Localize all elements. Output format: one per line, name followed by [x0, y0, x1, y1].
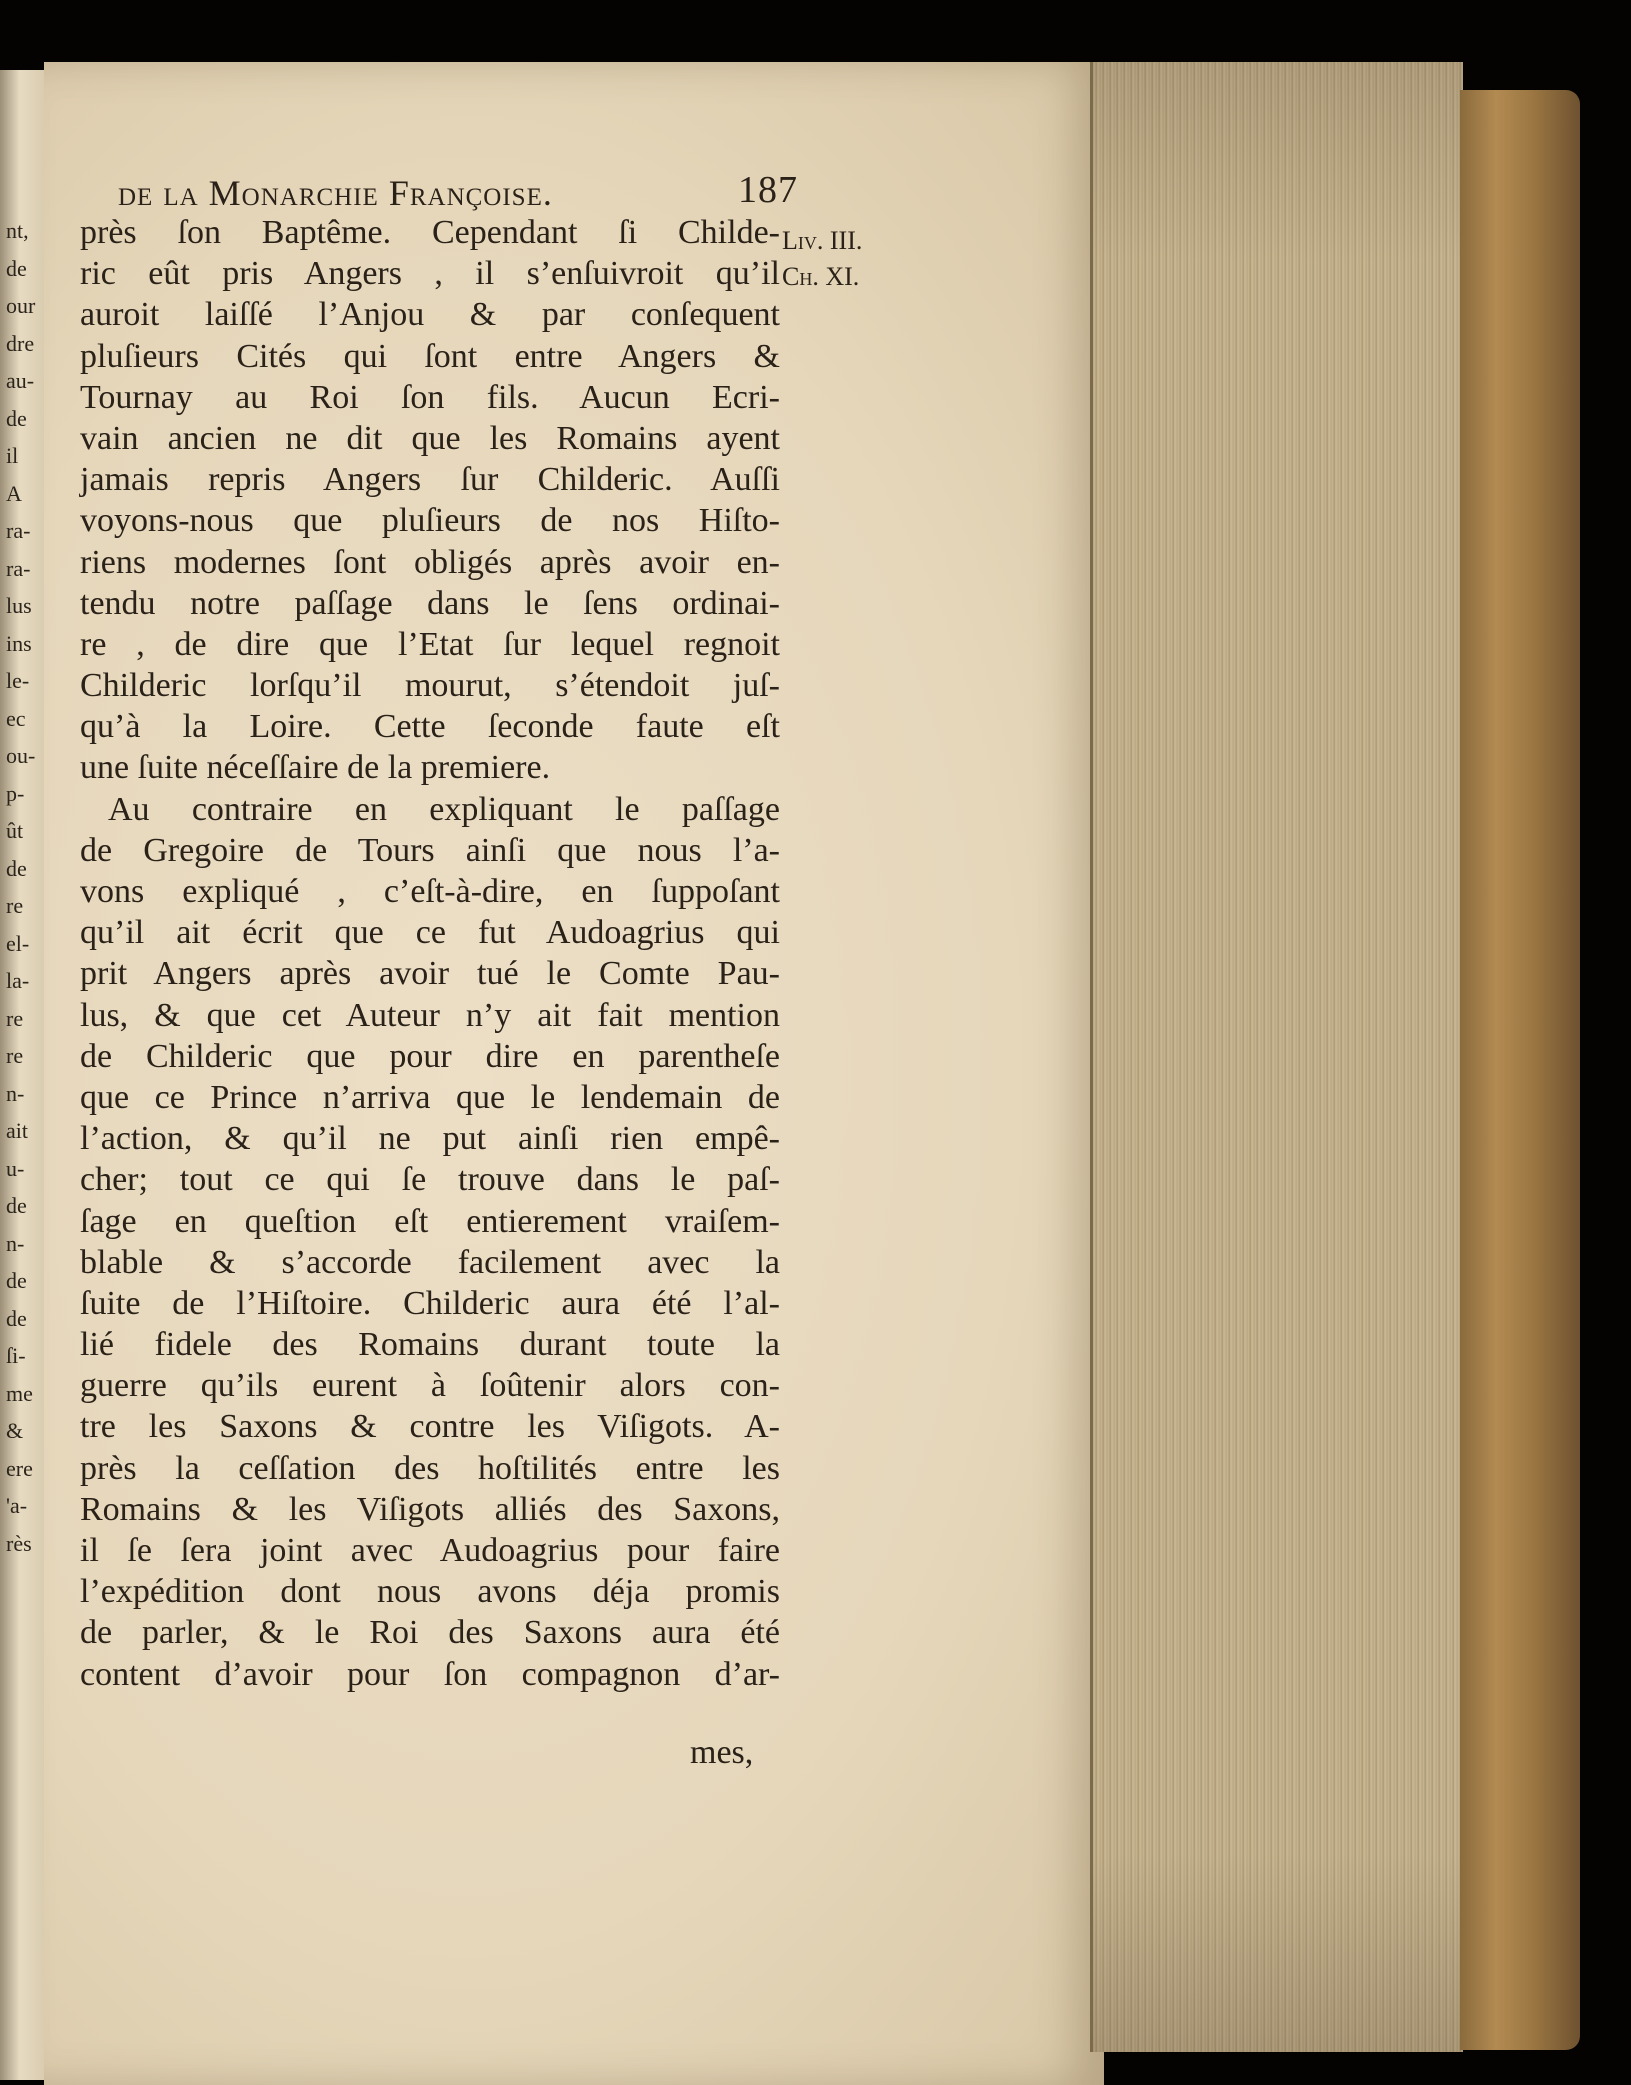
running-title: de la Monarchie Françoise. — [118, 173, 553, 213]
text-line: tendu notre paſſage dans le ſens ordinai- — [80, 584, 780, 622]
left-page-fragment: re — [6, 893, 24, 918]
text-line: vons expliqué , c’eſt-à-dire, en ſuppoſant — [80, 873, 780, 910]
text-line: une ſuite néceſſaire de la premiere. — [80, 749, 551, 787]
left-page-fragment: rès — [6, 1530, 32, 1556]
text-line: Romains & les Viſigots alliés des Saxons, — [80, 1490, 780, 1528]
text-line: il ſe ſera joint avec Audoagrius pour faire — [80, 1532, 780, 1569]
text-line: re , de dire que l’Etat ſur lequel regnoit — [80, 625, 780, 663]
text-line: que ce Prince n’arriva que le lendemain de — [80, 1078, 780, 1116]
left-page-fragment: u- — [6, 1155, 25, 1181]
text-line: ſage en queſtion eſt entierement vraiſem- — [80, 1202, 780, 1240]
page-edges — [1090, 62, 1463, 2052]
left-page-fragment: A — [6, 480, 22, 506]
left-page-fragment: n- — [6, 1230, 25, 1256]
left-page-fragment: ins — [6, 630, 32, 656]
body-text — [80, 212, 780, 1695]
left-page-fragment: ra- — [6, 518, 31, 543]
text-line: l’expédition dont nous avons déja promis — [80, 1573, 780, 1611]
text-line: lus, & que cet Auteur n’y ait fait mention — [80, 996, 780, 1034]
left-page-fragment: 'a- — [6, 1493, 28, 1518]
left-page-fragment: au- — [6, 368, 35, 393]
left-page-fragment: nt, — [6, 218, 29, 243]
sidenote-book: Liv. III. — [782, 226, 863, 255]
left-page-fragment: de — [6, 405, 27, 431]
left-page-fragment: me — [6, 1380, 33, 1406]
left-page-fragment: & — [6, 1418, 24, 1443]
left-page-fragment: de — [6, 1268, 27, 1293]
catchword: mes, — [690, 1734, 754, 1771]
sidenote-chapter: Ch. XI. — [782, 262, 860, 291]
text-line: Tournay au Roi ſon fils. Aucun Ecri- — [80, 378, 780, 416]
text-line: tre les Saxons & contre les Viſigots. A- — [80, 1408, 780, 1446]
leather-binding — [1460, 90, 1580, 2050]
left-page-fragment: de — [6, 255, 27, 281]
left-page-fragment: ût — [6, 818, 24, 843]
left-page-fragment: de — [6, 1193, 27, 1218]
text-line: lié fidele des Romains durant toute la — [80, 1326, 780, 1364]
text-line: qu’à la Loire. Cette ſeconde faute eſt — [80, 708, 780, 746]
text-line: ric eût pris Angers , il s’enſuivroit qu’il — [80, 255, 780, 293]
text-line: jamais repris Angers ſur Childeric. Auſſi — [80, 461, 780, 499]
text-line: prit Angers après avoir tué le Comte Pau- — [80, 955, 780, 993]
left-page-fragment: el- — [6, 930, 30, 956]
text-line: ſuite de l’Hiſtoire. Childeric aura été l’al- — [80, 1284, 780, 1322]
text-line: Au contraire en expliquant le paſſage — [108, 790, 780, 828]
text-line: guerre qu’ils eurent à ſoûtenir alors con- — [80, 1367, 780, 1405]
left-page-fragment: il — [6, 443, 19, 468]
text-line: cher; tout ce qui ſe trouve dans le paſ- — [80, 1161, 780, 1199]
left-page-fragment: ait — [6, 1118, 28, 1143]
text-line: content d’avoir pour ſon compagnon d’ar- — [80, 1655, 780, 1693]
text-line: l’action, & qu’il ne put ainſi rien empê- — [80, 1120, 780, 1158]
left-page-fragment: our — [6, 293, 36, 318]
left-page-fragment: de — [6, 1305, 27, 1331]
left-page-fragment: de — [6, 855, 27, 881]
left-page-fragment: ere — [6, 1455, 33, 1481]
text-line: de parler, & le Roi des Saxons aura été — [80, 1614, 780, 1652]
left-page-fragment: ou- — [6, 743, 36, 768]
text-line: pluſieurs Cités qui ſont entre Angers & — [80, 337, 780, 375]
left-page-fragment: re — [6, 1043, 24, 1068]
text-line: près ſon Baptême. Cependant ſi Childe- — [80, 214, 780, 251]
text-line: riens modernes ſont obligés après avoir en- — [80, 543, 780, 581]
running-header — [118, 169, 798, 214]
text-line: blable & s’accorde facilement avec la — [80, 1243, 780, 1281]
left-page-fragment: p- — [6, 780, 25, 806]
text-line: qu’il ait écrit que ce fut Audoagrius qui — [80, 914, 780, 952]
text-line: auroit laiſſé l’Anjou & par conſequent — [80, 296, 780, 334]
left-page-fragment: ſi- — [6, 1343, 26, 1368]
page-number: 187 — [738, 169, 798, 211]
text-line: près la ceſſation des hoſtilités entre les — [80, 1449, 780, 1487]
text-line: de Childeric que pour dire en parentheſe — [80, 1037, 780, 1075]
left-page-fragment: la- — [6, 968, 30, 993]
text-line: vain ancien ne dit que les Romains ayent — [80, 419, 780, 457]
left-page-fragment: n- — [6, 1080, 25, 1106]
text-line: Childeric lorſqu’il mourut, s’étendoit juſ- — [80, 667, 780, 705]
text-line: de Gregoire de Tours ainſi que nous l’a- — [80, 831, 780, 869]
text-line: voyons-nous que pluſieurs de nos Hiſto- — [80, 502, 780, 540]
left-page-fragment: re — [6, 1005, 24, 1031]
left-page-fragment: le- — [6, 668, 30, 693]
left-page-fragment: lus — [6, 593, 32, 618]
left-page-fragment: ec — [6, 705, 26, 731]
left-page-sliver — [0, 70, 46, 2080]
left-page-fragment: dre — [6, 330, 35, 356]
left-page-fragment: ra- — [6, 555, 31, 581]
